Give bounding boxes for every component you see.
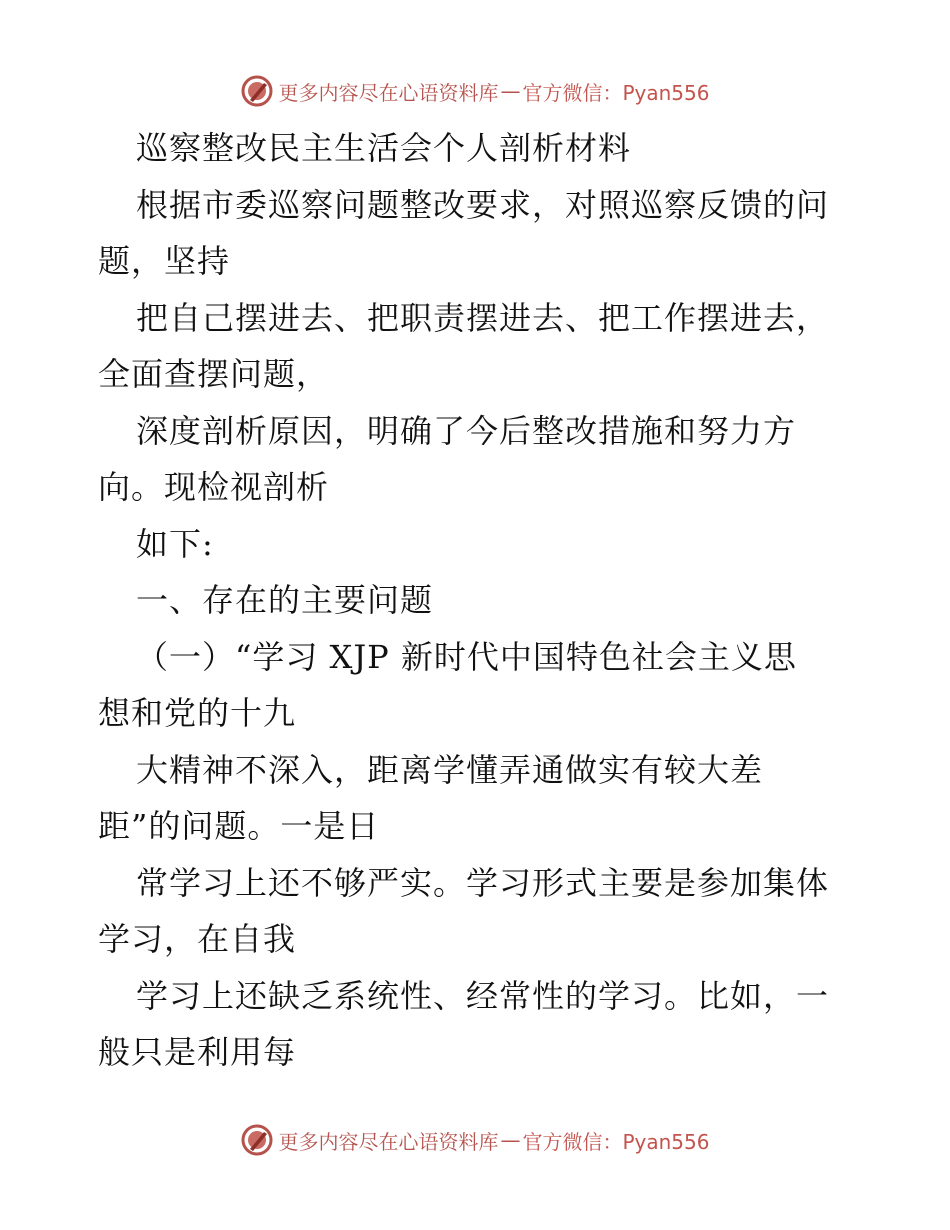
document-body xyxy=(98,120,858,1081)
paragraph-line: 学习，在自我 xyxy=(98,920,297,958)
paragraph-line: 深度剖析原因，明确了今后整改措施和努力方 xyxy=(136,411,797,450)
subsection-heading: （一）“学习 XJP 新时代中国特色社会主义思 xyxy=(136,637,797,676)
paragraph-line: 如下: xyxy=(136,524,214,563)
watermark-contact: 官方微信：Pyan556 xyxy=(522,80,710,105)
document-title: 巡察整改民主生活会个人剖析材料 xyxy=(136,129,632,167)
paragraph-line: 题，坚持 xyxy=(98,242,231,280)
pen-circle-logo-icon xyxy=(240,1123,274,1157)
watermark-separator: — xyxy=(500,79,521,103)
paragraph-line: 学习上还缺乏系统性、经常性的学习。比如，一 xyxy=(136,976,830,1015)
paragraph-line: 全面查摆问题， xyxy=(98,355,330,393)
watermark-text: 更多内容尽在心语资料库 xyxy=(278,1129,499,1154)
paragraph-line: 常学习上还不够严实。学习形式主要是参加集体 xyxy=(136,863,830,902)
section-heading: 一、存在的主要问题 xyxy=(136,581,434,619)
footer-watermark xyxy=(0,1120,950,1160)
paragraph-line: 大精神不深入，距离学懂弄通做实有较大差 xyxy=(136,750,764,789)
paragraph-line: 般只是利用每 xyxy=(98,1033,297,1071)
paragraph-line: 距”的问题。一是日 xyxy=(98,807,380,845)
watermark-contact: 官方微信：Pyan556 xyxy=(522,1129,710,1154)
paragraph-line: 根据市委巡察问题整改要求，对照巡察反馈的问 xyxy=(136,185,830,224)
watermark-text: 更多内容尽在心语资料库 xyxy=(278,80,499,105)
pen-circle-logo-icon xyxy=(240,74,274,108)
watermark-separator: — xyxy=(500,1128,521,1152)
paragraph-line: 想和党的十九 xyxy=(98,694,297,732)
paragraph-line: 把自己摆进去、把职责摆进去、把工作摆进去， xyxy=(136,298,830,337)
paragraph-line: 向。现检视剖析 xyxy=(98,468,330,506)
header-watermark xyxy=(0,71,950,111)
